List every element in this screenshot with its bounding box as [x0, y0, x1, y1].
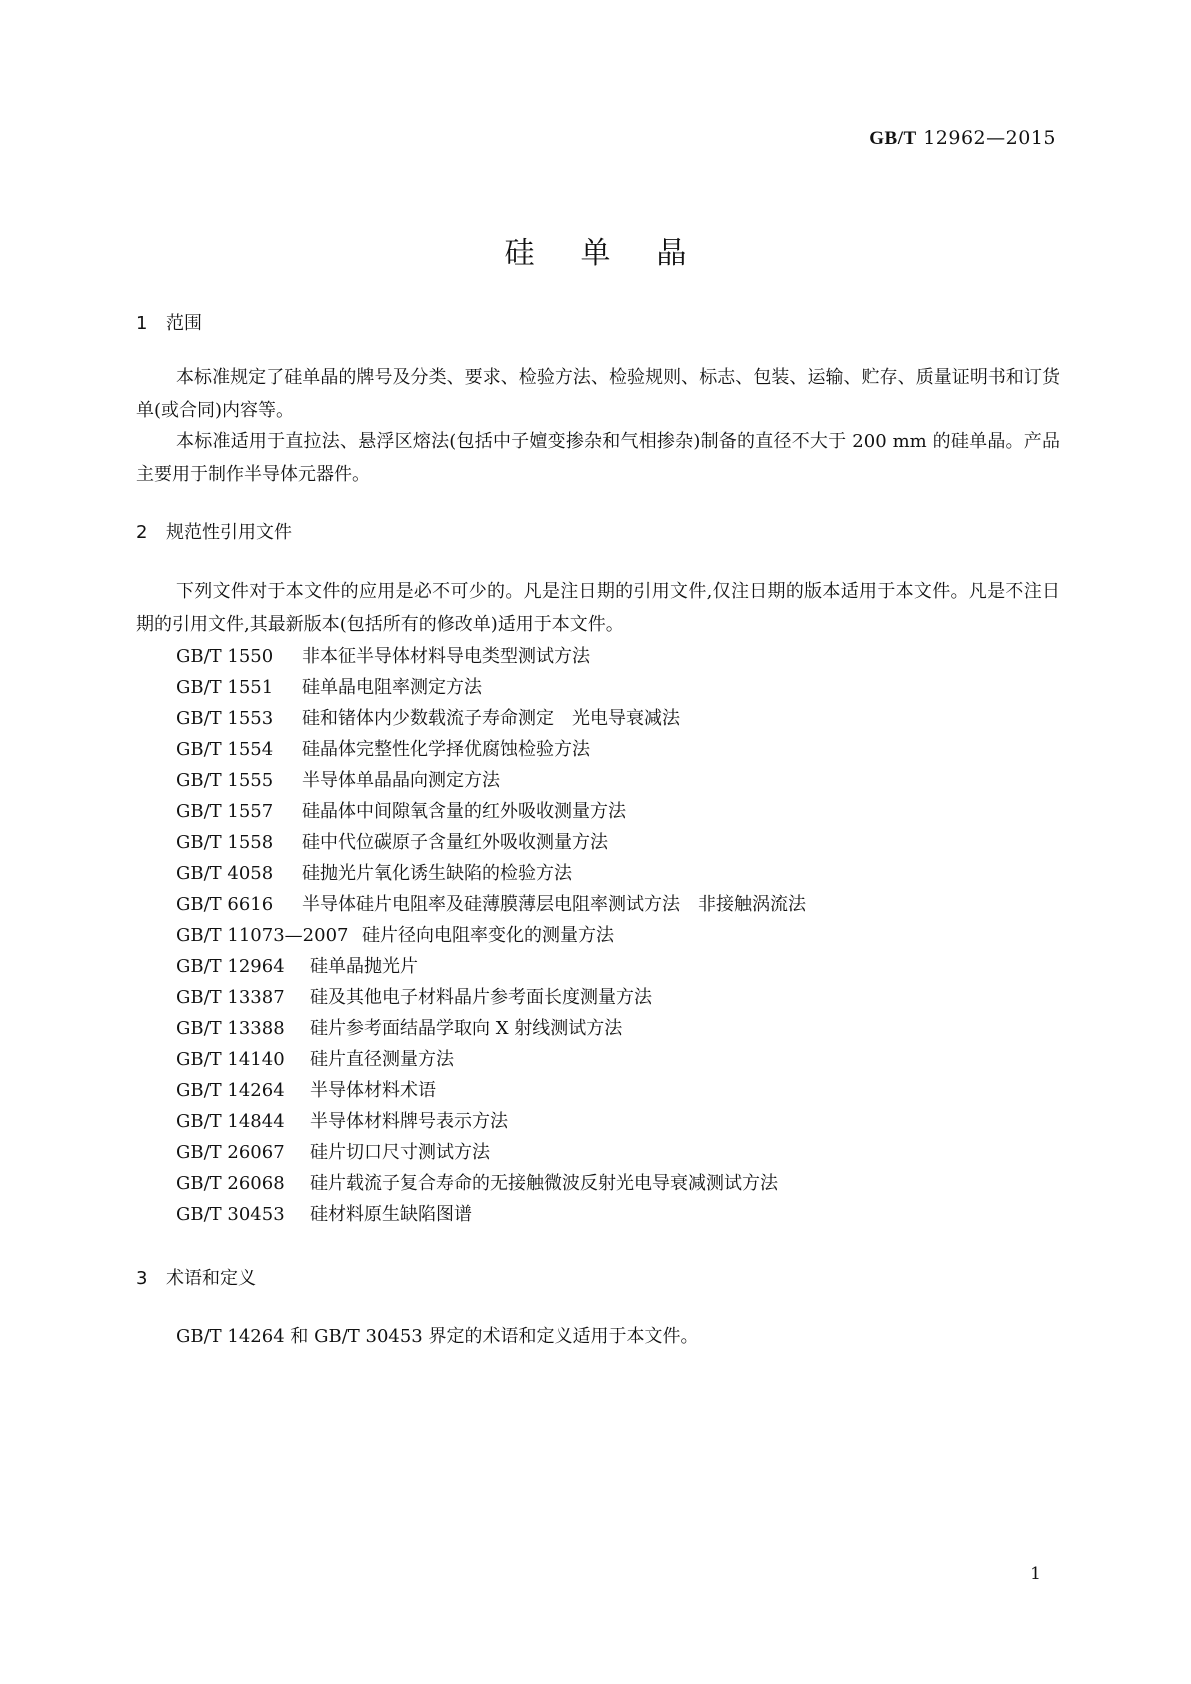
- reference-item: [176, 766, 500, 792]
- section-1-heading: [136, 309, 202, 335]
- section-number: 3: [136, 1268, 148, 1289]
- reference-item: [176, 1138, 490, 1164]
- reference-code: GB/T 1551: [176, 677, 274, 698]
- reference-item: [176, 704, 680, 730]
- document-title: 硅单晶: [504, 236, 733, 271]
- reference-item: [176, 1076, 436, 1102]
- reference-code: GB/T 1550: [176, 646, 274, 667]
- reference-item: [176, 1169, 778, 1195]
- reference-title: 硅单晶抛光片: [310, 956, 418, 977]
- reference-code: GB/T 26068: [176, 1173, 285, 1194]
- reference-code: GB/T 13387: [176, 987, 285, 1008]
- scope-paragraph-1: 本标准规定了硅单晶的牌号及分类、要求、检验方法、检验规则、标志、包装、运输、贮存、质量证明书和订货单(或合同)内容等。: [136, 367, 1060, 421]
- reference-code: GB/T 1553: [176, 708, 274, 729]
- reference-code: GB/T 11073—2007: [176, 925, 349, 946]
- reference-code: GB/T 1554: [176, 739, 274, 760]
- reference-code: GB/T 30453: [176, 1204, 285, 1225]
- section-2-heading: [136, 518, 292, 544]
- reference-item: [176, 1107, 508, 1133]
- reference-title: 半导体材料术语: [310, 1080, 436, 1101]
- terms-paragraph: GB/T 14264 和 GB/T 30453 界定的术语和定义适用于本文件。: [176, 1326, 699, 1347]
- reference-title: 硅片参考面结晶学取向 X 射线测试方法: [310, 1018, 623, 1039]
- standard-code-number: 12962—2015: [923, 127, 1056, 149]
- reference-item: [176, 952, 418, 978]
- reference-code: GB/T 14844: [176, 1111, 285, 1132]
- reference-item: [176, 921, 614, 947]
- reference-code: GB/T 1558: [176, 832, 274, 853]
- reference-code: GB/T 12964: [176, 956, 285, 977]
- reference-code: GB/T 1555: [176, 770, 274, 791]
- reference-title: 硅抛光片氧化诱生缺陷的检验方法: [302, 863, 572, 884]
- section-3-heading: [136, 1264, 256, 1290]
- reference-title: 硅片径向电阻率变化的测量方法: [362, 925, 614, 946]
- reference-title: 硅单晶电阻率测定方法: [302, 677, 482, 698]
- reference-title: 硅片切口尺寸测试方法: [310, 1142, 490, 1163]
- scope-paragraph-2: 本标准适用于直拉法、悬浮区熔法(包括中子嬗变掺杂和气相掺杂)制备的直径不大于 200 mm 的硅单晶。产品主要用于制作半导体元器件。: [136, 431, 1060, 485]
- normative-intro-paragraph: 下列文件对于本文件的应用是必不可少的。凡是注日期的引用文件,仅注日期的版本适用于本文件。凡是不注日期的引用文件,其最新版本(包括所有的修改单)适用于本文件。: [136, 581, 1060, 635]
- reference-title: 硅和锗体内少数载流子寿命测定 光电导衰减法: [302, 708, 680, 729]
- reference-title: 硅中代位碳原子含量红外吸收测量方法: [302, 832, 608, 853]
- reference-title: 半导体硅片电阻率及硅薄膜薄层电阻率测试方法 非接触涡流法: [302, 894, 806, 915]
- reference-item: [176, 1045, 454, 1071]
- reference-title: 硅片直径测量方法: [310, 1049, 454, 1070]
- section-title: 术语和定义: [166, 1268, 256, 1289]
- reference-code: GB/T 4058: [176, 863, 274, 884]
- reference-item: [176, 735, 590, 761]
- section-title: 范围: [166, 313, 202, 334]
- reference-title: 非本征半导体材料导电类型测试方法: [302, 646, 590, 667]
- section-title: 规范性引用文件: [166, 522, 292, 543]
- reference-title: 硅晶体中间隙氧含量的红外吸收测量方法: [302, 801, 626, 822]
- reference-item: [176, 983, 652, 1009]
- reference-title: 硅晶体完整性化学择优腐蚀检验方法: [302, 739, 590, 760]
- reference-item: [176, 797, 626, 823]
- reference-code: GB/T 14140: [176, 1049, 285, 1070]
- reference-code: GB/T 26067: [176, 1142, 285, 1163]
- reference-code: GB/T 6616: [176, 894, 274, 915]
- reference-item: [176, 642, 590, 668]
- reference-code: GB/T 13388: [176, 1018, 285, 1039]
- reference-code: GB/T 1557: [176, 801, 274, 822]
- reference-title: 半导体单晶晶向测定方法: [302, 770, 500, 791]
- reference-item: [176, 890, 806, 916]
- reference-item: [176, 828, 608, 854]
- reference-item: [176, 859, 572, 885]
- standard-code-header: [869, 127, 1056, 150]
- reference-title: 硅片载流子复合寿命的无接触微波反射光电导衰减测试方法: [310, 1173, 778, 1194]
- section-number: 1: [136, 313, 148, 334]
- reference-item: [176, 1014, 622, 1040]
- section-number: 2: [136, 522, 148, 543]
- reference-item: [176, 673, 482, 699]
- reference-title: 半导体材料牌号表示方法: [310, 1111, 508, 1132]
- page-number: 1: [1030, 1564, 1041, 1584]
- reference-item: [176, 1200, 472, 1226]
- reference-code: GB/T 14264: [176, 1080, 285, 1101]
- reference-title: 硅材料原生缺陷图谱: [310, 1204, 472, 1225]
- reference-title: 硅及其他电子材料晶片参考面长度测量方法: [310, 987, 652, 1008]
- standard-code-prefix: GB/T: [869, 128, 917, 149]
